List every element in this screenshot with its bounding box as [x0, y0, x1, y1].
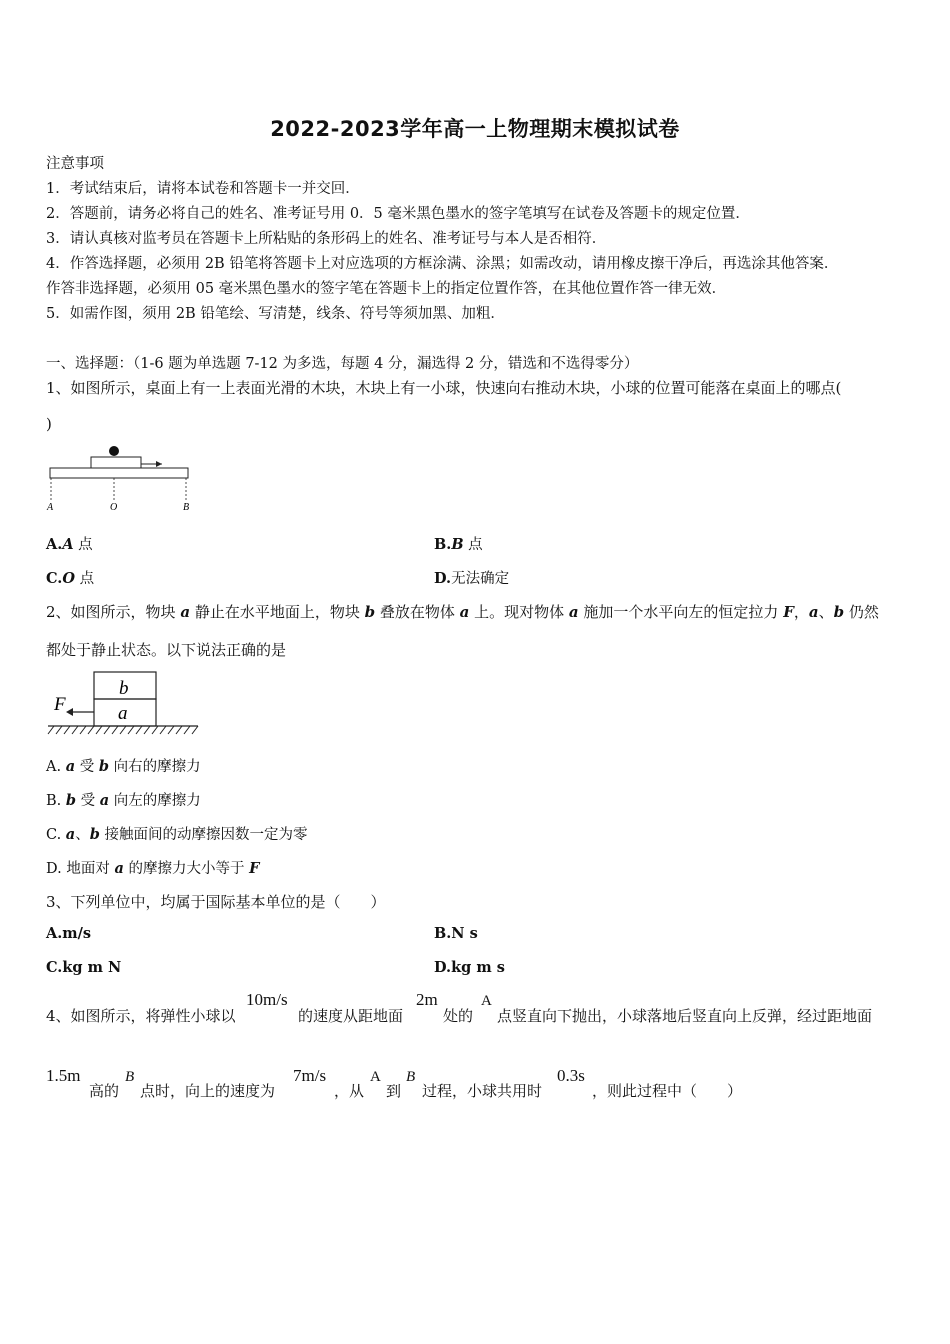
notice-item: 作答非选择题，必须用 05 毫米黑色墨水的签字笔在答题卡上的指定位置作答，在其他位置作答一律无效．: [46, 281, 727, 297]
question-4-text-6: 点时，向上的速度为: [140, 1082, 276, 1100]
label-a: a: [118, 703, 128, 724]
question-4-text-3: 处的: [443, 1007, 474, 1025]
ball: [109, 446, 119, 456]
question-2-stem: 2、如图所示，物块 a 静止在水平地面上，物块 b 叠放在物体 a 上。现对物体 a 施加一个水平向左的恒定拉力 F，a、b 仍然: [46, 603, 879, 621]
q4-point-b: B: [125, 1069, 135, 1085]
q4-point-a-2: A: [370, 1069, 381, 1085]
question-4-text-7: ，从: [334, 1082, 365, 1100]
q2-option-b[interactable]: B. b 受 a 向左的摩擦力: [46, 792, 201, 809]
notice-item: 3．请认真核对监考员在答题卡上所粘贴的条形码上的姓名、准考证号与本人是否相符．: [46, 231, 607, 247]
question-4-text-10: ，则此过程中（ ）: [592, 1082, 743, 1100]
q1-option-d[interactable]: D.无法确定: [434, 570, 510, 587]
q3-option-b[interactable]: B.N s: [434, 925, 478, 942]
section-heading: 一、选择题：（1-6 题为单选题 7-12 为多选，每题 4 分，漏选得 2 分，错选和不选得零分）: [46, 356, 639, 372]
q3-option-c[interactable]: C.kg m N: [46, 959, 122, 976]
ground-hatch: [48, 726, 198, 734]
q4-height-2: 1.5m: [46, 1066, 81, 1085]
label-f: F: [54, 694, 66, 715]
notice-item: 2．答题前，请务必将自己的姓名、准考证号用 0．5 毫米黑色墨水的签字笔填写在试卷及答题卡的规定位置．: [46, 206, 750, 222]
q1-option-a[interactable]: A.A 点: [46, 536, 93, 553]
q4-height-1: 2m: [416, 990, 438, 1009]
force-arrow-head: [66, 708, 73, 716]
q1-option-c[interactable]: C.O 点: [46, 570, 95, 587]
question-2-stem-line2: 都处于静止状态。以下说法正确的是: [46, 641, 287, 659]
q4-point-b-2: B: [406, 1069, 416, 1085]
question-3-stem: 3、下列单位中，均属于国际基本单位的是（ ）: [46, 893, 386, 911]
fig-label-a: A: [47, 502, 54, 513]
q1-option-b[interactable]: B.B 点: [434, 536, 483, 553]
q4-initial-speed: 10m/s: [246, 990, 288, 1009]
q3-option-d[interactable]: D.kg m s: [434, 959, 505, 976]
question-4-text-8: 到: [386, 1082, 402, 1100]
notice-item: 1．考试结束后，请将本试卷和答题卡一并交回．: [46, 181, 360, 197]
question-4-text-4: 点竖直向下抛出，小球落地后竖直向上反弹，经过距地面: [497, 1007, 873, 1025]
q4-point-a: A: [481, 993, 492, 1009]
fig-label-o: O: [110, 502, 118, 513]
q4-time: 0.3s: [557, 1066, 585, 1085]
label-b: b: [119, 678, 129, 699]
notice-item: 4．作答选择题，必须用 2B 铅笔将答题卡上对应选项的方框涂满、涂黑；如需改动，请用橡皮擦干净后，再选涂其他答案．: [46, 256, 839, 272]
q3-option-a[interactable]: A.m/s: [46, 925, 92, 942]
table-top: [50, 468, 188, 478]
question-4-text-5: 高的: [89, 1082, 120, 1100]
question-4-text-9: 过程，小球共用时: [422, 1082, 543, 1100]
q2-option-d[interactable]: D. 地面对 a 的摩擦力大小等于 F: [46, 860, 260, 877]
q4-rebound-speed: 7m/s: [293, 1066, 327, 1085]
notice-item: 5．如需作图，须用 2B 铅笔绘、写清楚，线条、符号等须加黑、加粗．: [46, 306, 505, 322]
page-title: 2022-2023学年高一上物理期末模拟试卷: [270, 117, 680, 141]
wood-block: [91, 457, 141, 468]
question-2-figure: [46, 668, 206, 743]
q2-option-a[interactable]: A. a 受 b 向右的摩擦力: [46, 758, 201, 775]
notice-heading: 注意事项: [46, 156, 104, 172]
push-arrow-head: [156, 461, 162, 467]
question-1-stem: 1、如图所示，桌面上有一上表面光滑的木块，木块上有一小球，快速向右推动木块，小球的位置可能落在桌面上的哪点(: [46, 379, 842, 397]
question-1-figure: [44, 440, 204, 520]
question-4-text-2: 的速度从距地面: [298, 1007, 404, 1025]
fig-label-b: B: [183, 502, 190, 513]
question-4-text-1: 4、如图所示，将弹性小球以: [46, 1007, 236, 1025]
question-1-stem-end: ): [46, 415, 52, 433]
q2-option-c[interactable]: C. a、b 接触面间的动摩擦因数一定为零: [46, 826, 308, 843]
